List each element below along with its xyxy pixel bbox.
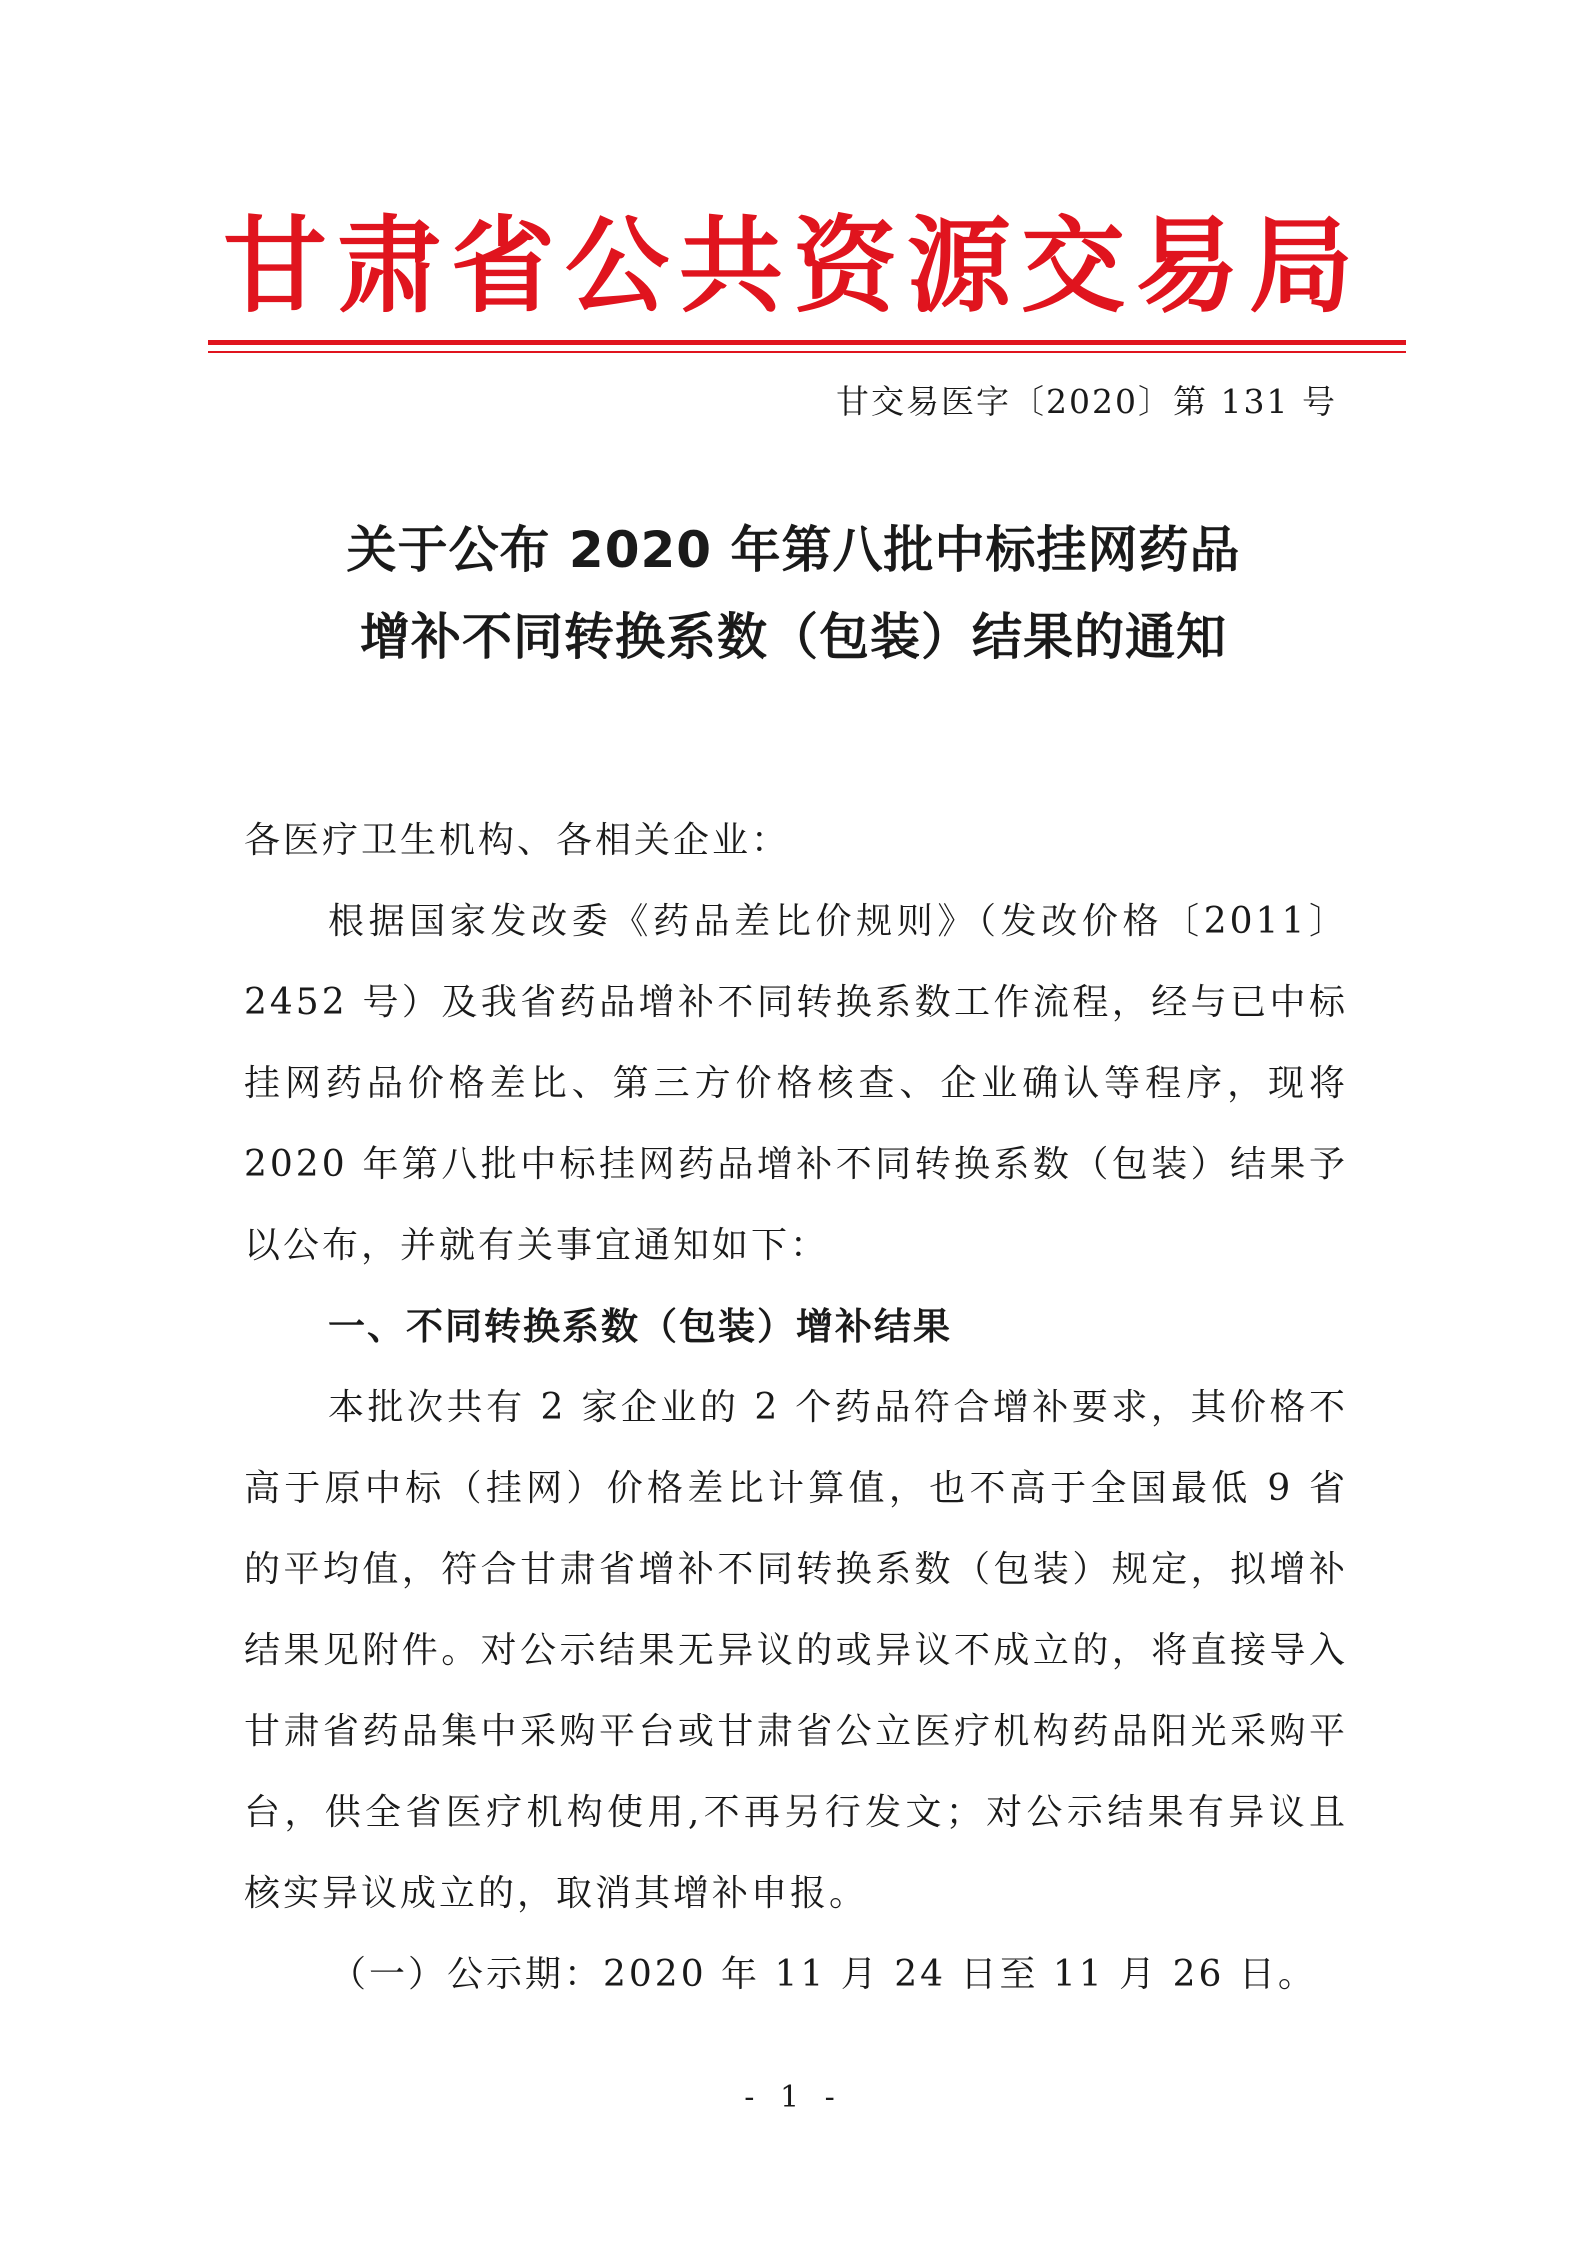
letterhead-rule-thin bbox=[208, 351, 1406, 353]
body-paragraph-1: 根据国家发改委《药品差比价规则》（发改价格〔2011〕2452 号）及我省药品增补不同转换系数工作流程，经与已中标挂网药品价格差比、第三方价格核查、企业确认等程序，现将 2020 年第八批中标挂网药品增补不同转换系数（包装）结果予以公布，并就有关事宜通知如下： bbox=[244, 901, 1348, 1266]
document-title-line-2: 增补不同转换系数（包装）结果的通知 bbox=[360, 608, 1227, 666]
letterhead-rule-thick bbox=[208, 340, 1406, 345]
page-number: - 1 - bbox=[744, 2080, 843, 2115]
list-item-publicity-period: （一）公示期：2020 年 11 月 24 日至 11 月 26 日。 bbox=[330, 1954, 1317, 1995]
body-paragraph-2: 本批次共有 2 家企业的 2 个药品符合增补要求，其价格不高于原中标（挂网）价格差比计算值，也不高于全国最低 9 省的平均值，符合甘肃省增补不同转换系数（包装）规定，拟增补结果见附件。对公示结果无异议的或异议不成立的，将直接导入甘肃省药品集中采购平台或甘肃省公立医疗机构药品阳光采购平台，供全省医疗机构使用,不再另行发文；对公示结果有异议且核实异议成立的，取消其增补申报。 bbox=[244, 1387, 1348, 1914]
section-heading-1: 一、不同转换系数（包装）增补结果 bbox=[328, 1305, 952, 1348]
agency-letterhead: 甘肃省公共资源交易局 bbox=[222, 205, 1363, 327]
document-number: 甘交易医字〔2020〕第 131 号 bbox=[836, 382, 1337, 421]
salutation: 各医疗卫生机构、各相关企业： bbox=[244, 820, 791, 861]
document-title-line-1: 关于公布 2020 年第八批中标挂网药品 bbox=[346, 521, 1241, 579]
